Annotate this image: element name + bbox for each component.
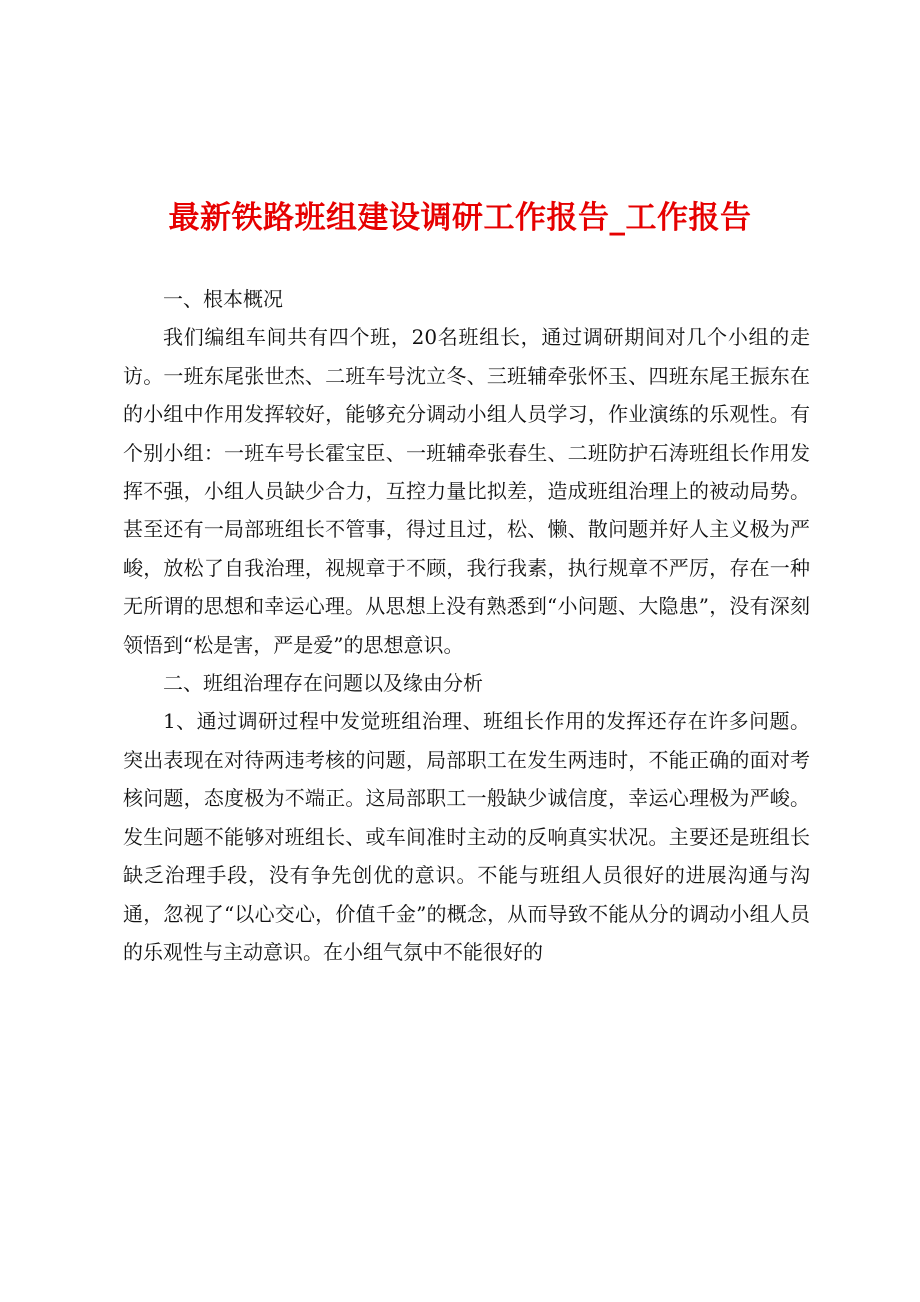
section-heading-problems: 二、班组治理存在问题以及缘由分析 [163,671,483,696]
paragraph-overview: 我们编组车间共有四个班，20名班组长，通过调研期间对几个小组的走访。一班东尾张世杰、二班车号沈立冬、三班辅牵张怀玉、四班东尾王振东在的小组中作用发挥较好，能够充分调动小组人员学习，作业演练的乐观性。有个别小组：一班车号长霍宝臣、一班辅牵张春生、二班防护石涛班组长作用发挥不强，小组人员缺少合力，互控力量比拟差，造成班组治理上的被动局势。甚至还有一局部班组长不管事，得过且过，松、懒、散问题并好人主义极为严峻，放松了自我治理，视规章于不顾，我行我素，执行规章不严厉，存在一种无所谓的思想和幸运心理。从思想上没有熟悉到“小问题、大隐患”，没有深刻领悟到“松是害，严是爱”的思想意识。 [123,325,810,657]
section-heading-overview: 一、根本概况 [163,287,283,311]
document-body [123,280,810,971]
document-title: 最新铁路班组建设调研工作报告_工作报告 [168,200,752,236]
paragraph-problems-1: 1、通过调研过程中发觉班组治理、班组长作用的发挥还存在许多问题。突出表现在对待两违考核的问题，局部职工在发生两违时，不能正确的面对考核问题，态度极为不端正。这局部职工一般缺少诚信度，幸运心理极为严峻。发生问题不能够对班组长、或车间准时主动的反响真实状况。主要还是班组长缺乏治理手段，没有争先创优的意识。不能与班组人员很好的进展沟通与沟通，忽视了“以心交心，价值千金”的概念，从而导致不能从分的调动小组人员的乐观性与主动意识。在小组气氛中不能很好的 [123,709,810,964]
